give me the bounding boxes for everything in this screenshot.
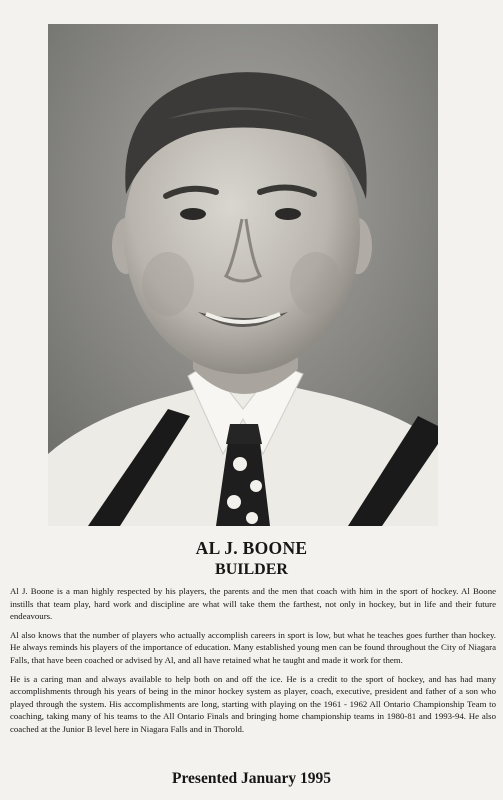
portrait-illustration (48, 24, 438, 526)
inductee-category: BUILDER (215, 561, 288, 578)
biography (10, 585, 496, 742)
bio-paragraph: Al J. Boone is a man highly respected by his players, the parents and the men that coach with him in the sport of hockey. Al Boone instills that team play, hard work and discipline are what will take them the farthest, not only in hockey, but in life and their future endeavours. (10, 586, 496, 622)
inductee-name: AL J. BOONE (195, 538, 308, 558)
portrait-photo (48, 24, 438, 526)
bio-paragraph: Al also knows that the number of players who actually accomplish careers in sport is low, but what he teaches goes further than hockey. He always reminds his players of the importance of education. Many established young men can be found throughout the City of Niagara Falls, that have been coached or advised by Al, and all have retained what he taught and made it work for them. (10, 629, 496, 665)
bio-paragraph: He is a caring man and always available to help both on and off the ice. He is a credit to the sport of hockey, and has had many accomplishments through his years of being in the minor hockey system as player, coach, executive, president and father of a son who played through the system. His accomplishments are long, starting with playing on the 1961 - 1962 All Ontario Championship Team to coaching, taking many of his teams to the All Ontario Finals and bringing home championship teams in 1980-81 and 1993-94. He also coached at the Junior B level here in Niagara Falls and in Thorold. (10, 673, 496, 734)
presented-date: Presented January 1995 (171, 770, 331, 787)
